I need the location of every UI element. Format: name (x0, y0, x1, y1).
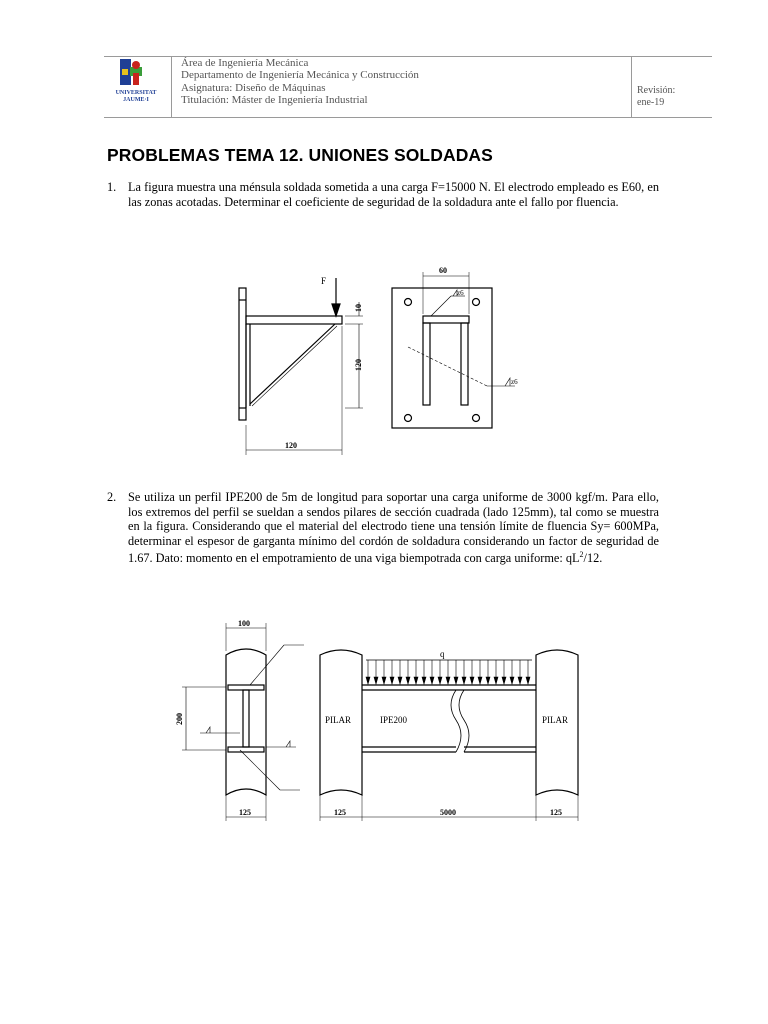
load-arrows (366, 660, 530, 684)
dim-pillar-right: 125 (550, 808, 562, 817)
dim-span: 5000 (440, 808, 456, 817)
problem-text-end: /12. (583, 551, 603, 566)
load-arrow-head (502, 677, 506, 684)
load-arrow-head (526, 677, 530, 684)
load-arrow-head (390, 677, 394, 684)
header-bottom-rule (104, 117, 712, 118)
load-arrow-head (430, 677, 434, 684)
revision-block (637, 85, 675, 109)
load-arrow-head (398, 677, 402, 684)
load-arrow-head (494, 677, 498, 684)
dim-length: 120 (285, 441, 297, 450)
load-arrow-head (518, 677, 522, 684)
revision-value: ene-19 (637, 97, 665, 108)
university-logo (108, 57, 164, 113)
header-subject: Asignatura: Diseño de Máquinas (181, 81, 326, 94)
load-arrow-head (486, 677, 490, 684)
force-label: F (321, 276, 327, 286)
header-info (181, 57, 419, 106)
dim-width: 60 (439, 266, 447, 275)
problem-number: 2. (107, 490, 117, 504)
load-label: q (440, 649, 445, 659)
load-arrow-head (478, 677, 482, 684)
load-arrow-head (470, 677, 474, 684)
weld-side-label: z6 (511, 378, 518, 386)
load-arrow-head (422, 677, 426, 684)
superscript: 2 (579, 550, 584, 559)
load-arrow-head (406, 677, 410, 684)
dim-thickness: 10 (354, 304, 363, 312)
problem-text: La figura muestra una ménsula soldada sometida a una carga F=15000 N. El electrodo empleado es E60, en las zonas acotadas. Determinar el coeficiente de seguridad de la soldadura ante el fallo por fluencia. (128, 180, 659, 209)
pillar-left-label: PILAR (325, 715, 352, 725)
logo-line-1: UNIVERSITAT (115, 90, 157, 96)
header-divider (631, 56, 632, 118)
logo-line-2: JAUME·I (123, 97, 149, 103)
dim-pillar-section: 125 (239, 808, 251, 817)
header-degree: Titulación: Máster de Ingeniería Industrial (181, 93, 368, 106)
figure-beam (170, 615, 590, 825)
beam-label: IPE200 (380, 715, 407, 725)
dim-height: 120 (354, 359, 363, 371)
load-arrow-head (366, 677, 370, 684)
load-arrow-head (446, 677, 450, 684)
dim-flange: 100 (238, 619, 250, 628)
page-title: PROBLEMAS TEMA 12. UNIONES SOLDADAS (107, 145, 493, 165)
dim-beam-height: 200 (175, 713, 184, 725)
revision-label: Revisión: (637, 85, 676, 96)
dim-pillar-left: 125 (334, 808, 346, 817)
load-arrow-head (462, 677, 466, 684)
header-department: Departamento de Ingeniería Mecánica y Construcción (181, 69, 419, 82)
pillar-right-label: PILAR (542, 715, 569, 725)
problem-number: 1. (107, 180, 117, 194)
weld-top-label: z6 (457, 289, 464, 297)
header-area: Área de Ingeniería Mecánica (181, 57, 309, 69)
problem-1 (107, 180, 659, 226)
load-arrow-head (438, 677, 442, 684)
load-arrow-head (454, 677, 458, 684)
problem-text (128, 490, 659, 566)
figure-bracket (225, 260, 525, 460)
load-arrow-head (414, 677, 418, 684)
header-divider (171, 56, 172, 118)
load-arrow-head (374, 677, 378, 684)
load-arrow-head (510, 677, 514, 684)
problem-2 (107, 490, 659, 580)
load-arrow-head (382, 677, 386, 684)
problem-text-main: Se utiliza un perfil IPE200 de 5m de longitud para soportar una carga uniforme de 3000 kgf/m. Para ello, los extremos del perfil se sueldan a sendos pilares de sección cuadrada (lado 125mm), tal como se muestra en la figura. Considerando que el material del electrodo tiene una tensión límite de fluencia Sy= 600MPa, determinar el espesor de garganta mínimo del cordón de soldadura considerando un factor de seguridad de 1.67. Dato: momento en el empotramiento de una viga biempotrada con carga uniforme: qL (128, 490, 659, 566)
